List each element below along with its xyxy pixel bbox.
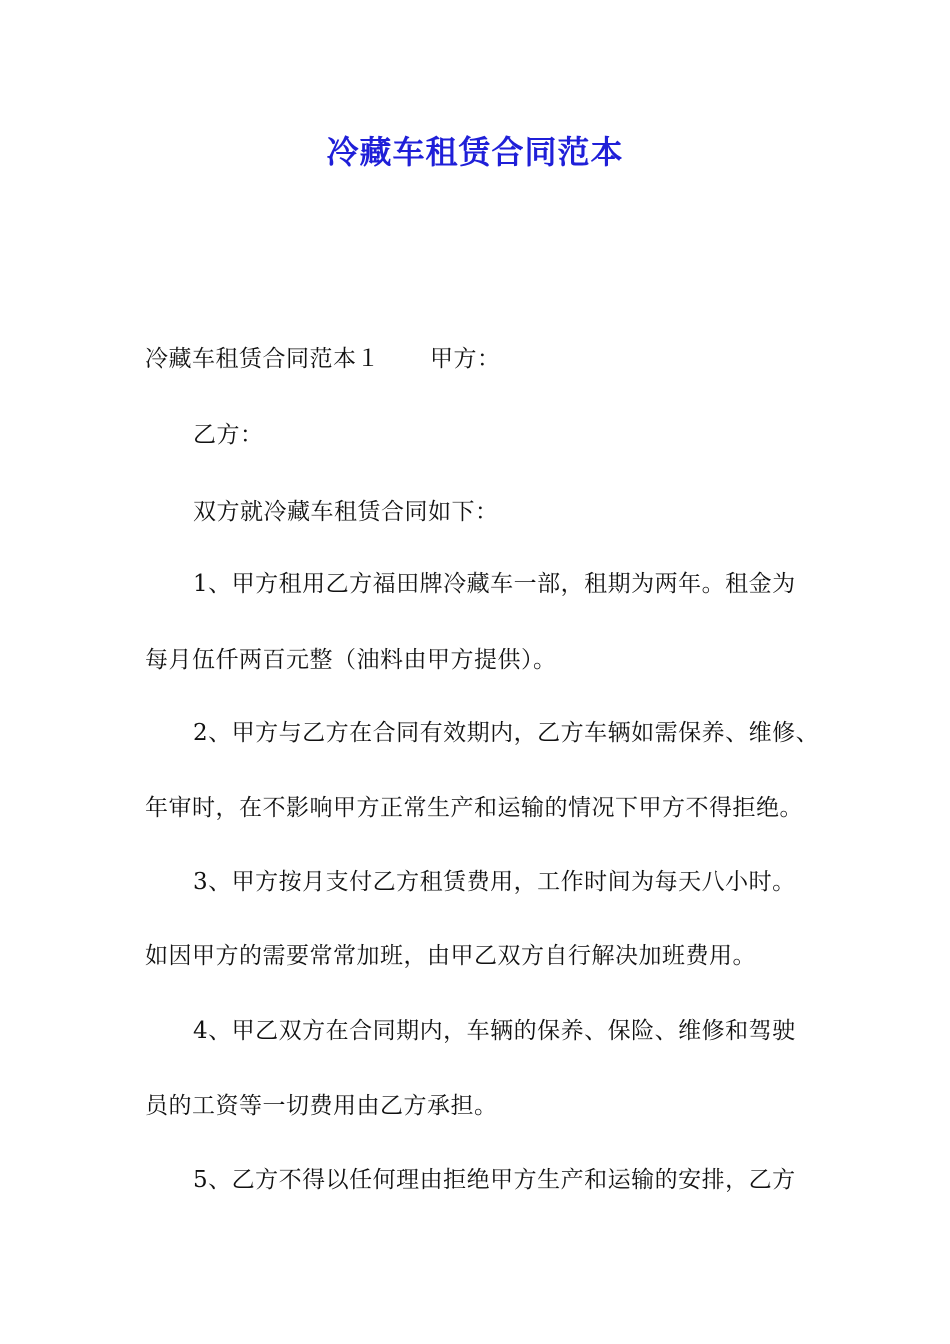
clause-1-line-1: 1、甲方租用乙方福田牌冷藏车一部，租期为两年。租金为 xyxy=(193,571,796,597)
clause-4-line-1: 4、甲乙双方在合同期内，车辆的保养、保险、维修和驾驶 xyxy=(193,1018,796,1044)
clause-5-line-1: 5、乙方不得以任何理由拒绝甲方生产和运输的安排，乙方 xyxy=(193,1167,796,1193)
party-b-label: 乙方： xyxy=(193,422,264,448)
clause-1-line-2: 每月伍仟两百元整（油料由甲方提供）。 xyxy=(145,647,557,673)
party-a-label: 甲方： xyxy=(430,346,501,372)
intro-paragraph: 双方就冷藏车租赁合同如下： xyxy=(193,499,499,525)
clause-3-line-1: 3、甲方按月支付乙方租赁费用，工作时间为每天八小时。 xyxy=(193,869,796,895)
document-title: 冷藏车租赁合同范本 xyxy=(326,133,624,171)
heading-line xyxy=(145,341,501,377)
clause-2-line-1: 2、甲方与乙方在合同有效期内，乙方车辆如需保养、维修、 xyxy=(193,720,820,746)
heading-label: 冷藏车租赁合同范本１ xyxy=(145,346,380,372)
clause-4-line-2: 员的工资等一切费用由乙方承担。 xyxy=(145,1093,498,1119)
clause-3-line-2: 如因甲方的需要常常加班，由甲乙双方自行解决加班费用。 xyxy=(145,943,756,969)
clause-2-line-2: 年审时，在不影响甲方正常生产和运输的情况下甲方不得拒绝。 xyxy=(145,795,803,821)
